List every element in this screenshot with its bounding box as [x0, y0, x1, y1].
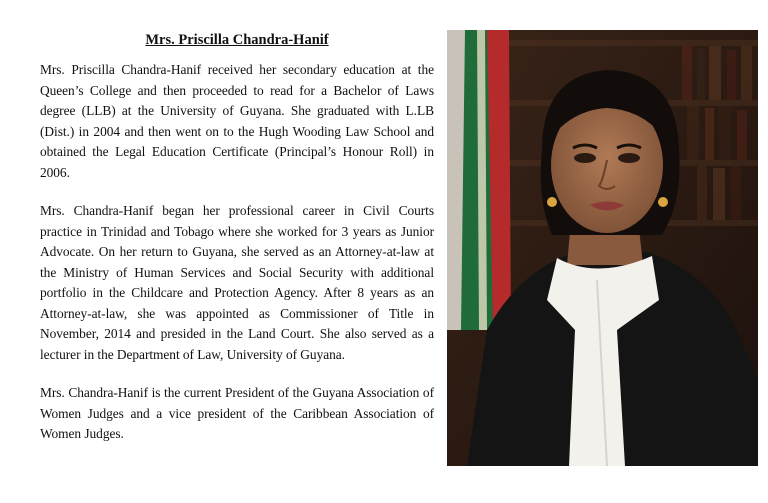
guyana-flag — [447, 30, 511, 330]
page-title: Mrs. Priscilla Chandra-Hanif — [145, 32, 329, 48]
paragraph-education: Mrs. Priscilla Chandra-Hanif received her secondary education at the Queen’s College and then proceeded to read for a Bachelor of Laws degree (LLB) at the University of Guyana. She graduated with L.LB (Dist.) in 2004 and then went on to the Hugh Wooding Law School and obtained the Legal Education Certificate (Principal’s Honour Roll) in 2006. — [40, 62, 434, 180]
paragraph-career: Mrs. Chandra-Hanif began her professional career in Civil Courts practice in Trinidad and Tobago where she worked for 3 years as Junior Advocate. On her return to Guyana, she served as an Attorney-at-law at the Ministry of Human Services and Social Security with additional portfolio in the Childcare and Protection Agency. After 8 years as an Attorney-at-law, she was appointed as Commissioner of Title in November, 2014 and presided in the Land Court. She also served as a lecturer in the Department of Law, University of Guyana. — [40, 203, 434, 362]
portrait-photo — [447, 30, 758, 466]
paragraph-current-role: Mrs. Chandra-Hanif is the current President of the Guyana Association of Women Judges and a vice president of the Caribbean Association of Women Judges. — [40, 385, 434, 441]
biography-text — [40, 30, 434, 445]
